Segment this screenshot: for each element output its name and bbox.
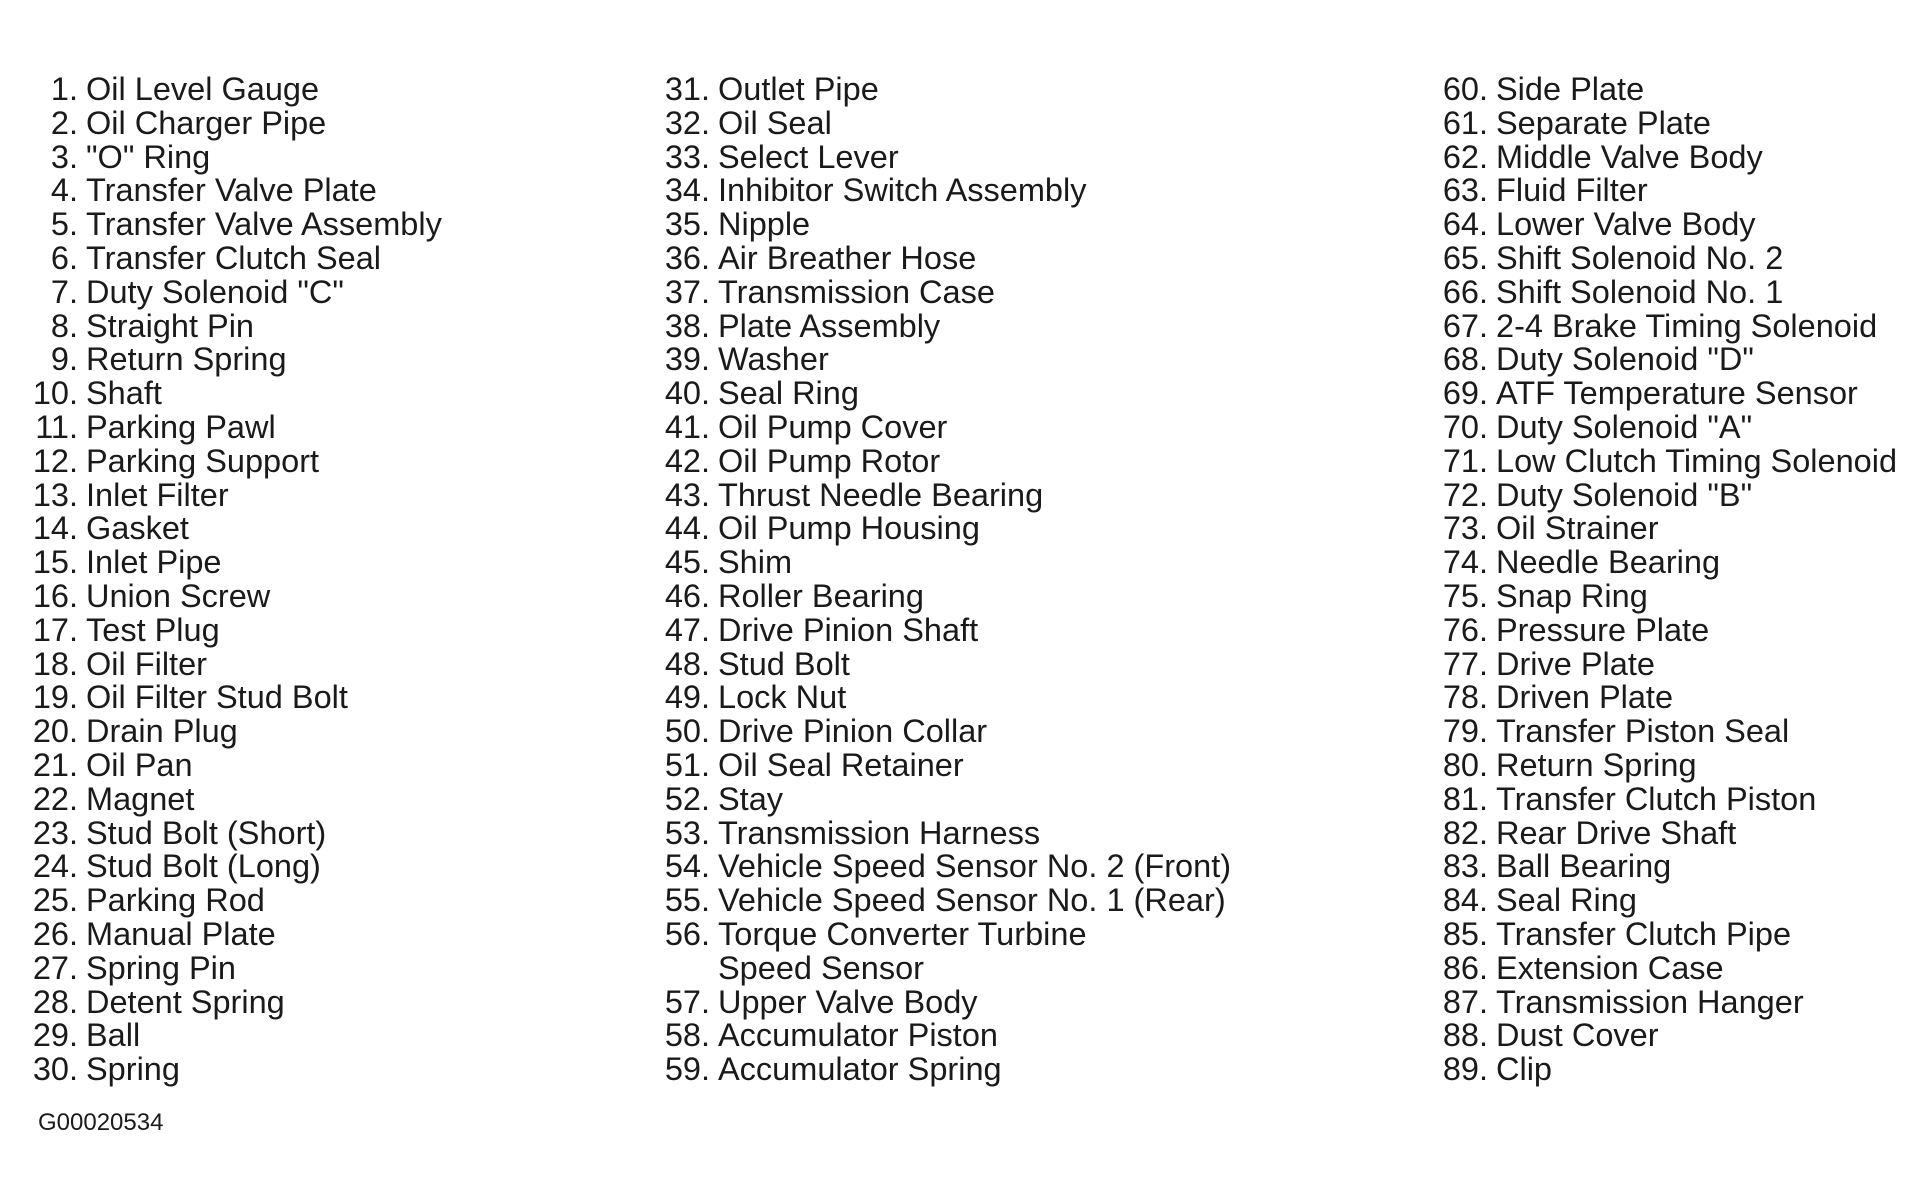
legend-item-number: 72. [1442, 476, 1488, 513]
legend-item [1436, 408, 1897, 445]
legend-item-number: 85. [1442, 915, 1488, 952]
legend-item [30, 546, 442, 580]
parts-legend [0, 73, 1929, 1123]
legend-item-number: 67. [1442, 307, 1488, 344]
legend-item-number: 27. [32, 949, 78, 986]
legend-item [1436, 850, 1897, 884]
legend-item-number: 63. [1442, 172, 1488, 209]
legend-item-label: Middle Valve Body [1496, 138, 1763, 175]
legend-item [660, 780, 1231, 817]
legend-item [1436, 983, 1897, 1020]
legend-item [660, 577, 1231, 614]
legend-item-label: Oil Strainer [1496, 510, 1659, 547]
legend-item-label: Dust Cover [1496, 1017, 1659, 1054]
figure-id: G00020534 [38, 1109, 164, 1136]
legend-item-number: 71. [1442, 442, 1488, 479]
legend-item-label: Oil Level Gauge [86, 71, 320, 107]
legend-item [660, 273, 1231, 310]
legend-item-number: 61. [1442, 104, 1488, 141]
legend-item [1436, 681, 1897, 715]
legend-item [660, 546, 1231, 580]
legend-item-number: 79. [1442, 713, 1488, 750]
legend-item [660, 746, 1231, 783]
legend-item-number: 74. [1442, 544, 1488, 581]
legend-item [660, 850, 1231, 884]
legend-item-label: Drive Plate [1496, 645, 1655, 682]
legend-item-label: Transfer Clutch Seal [86, 239, 382, 276]
legend-item-label: Thrust Needle Bearing [718, 476, 1044, 513]
legend-item-label: Gasket [86, 510, 189, 547]
legend-item-label: Needle Bearing [1496, 544, 1721, 581]
legend-item-number: 64. [1442, 206, 1488, 243]
legend-item-number: 82. [1442, 814, 1488, 851]
legend-item [1436, 138, 1897, 175]
legend-item-label: Shim [718, 544, 793, 581]
legend-item-label: Outlet Pipe [718, 71, 879, 107]
legend-item [30, 174, 442, 208]
legend-item [30, 138, 442, 175]
legend-item-number: 65. [1442, 239, 1488, 276]
legend-item-number: 21. [32, 746, 78, 783]
legend-item [1436, 442, 1898, 479]
legend-item [30, 512, 442, 546]
legend-item-number: 87. [1442, 983, 1488, 1020]
legend-item [30, 850, 442, 884]
legend-item-label: Stud Bolt [718, 645, 850, 682]
legend-item-label: Transfer Valve Plate [86, 172, 377, 209]
legend-item-number: 55. [664, 882, 710, 919]
legend-item [660, 104, 1231, 141]
legend-item-label: Lower Valve Body [1496, 206, 1756, 243]
legend-item-label: Vehicle Speed Sensor No. 1 (Rear) [718, 882, 1226, 919]
legend-item-label: Oil Charger Pipe [86, 104, 327, 141]
legend-item-number: 7. [50, 273, 78, 310]
legend-item-label: Seal Ring [718, 375, 859, 412]
legend-item [30, 884, 442, 918]
legend-column-2 [660, 73, 1231, 1087]
legend-item-number: 31. [664, 71, 710, 107]
legend-item-label: Spring [86, 1051, 180, 1088]
legend-item [1436, 343, 1897, 377]
legend-item [660, 442, 1231, 479]
legend-item-number: 58. [664, 1017, 710, 1054]
legend-item [1436, 915, 1897, 952]
legend-item [660, 884, 1231, 918]
legend-item [1436, 1019, 1897, 1053]
legend-item-number: 44. [664, 510, 710, 547]
legend-item-label: Transfer Clutch Piston [1496, 780, 1817, 817]
legend-item-number: 53. [664, 814, 710, 851]
legend-item [30, 1053, 442, 1087]
legend-item-number: 46. [664, 577, 710, 614]
legend-item [30, 408, 442, 445]
legend-item-label: ATF Temperature Sensor [1496, 375, 1858, 412]
legend-item-label: Transfer Clutch Pipe [1496, 915, 1792, 952]
legend-item-label: Vehicle Speed Sensor No. 2 (Front) [718, 848, 1232, 885]
legend-item [660, 983, 1231, 1020]
legend-item-number: 32. [664, 104, 710, 141]
legend-item-label: Torque Converter Turbine Speed Sensor [718, 915, 1087, 986]
legend-item-number: 6. [50, 239, 78, 276]
legend-item [660, 476, 1231, 513]
legend-item-number: 73. [1442, 510, 1488, 547]
legend-item-number: 60. [1442, 71, 1488, 107]
legend-item-label: Oil Pump Cover [718, 408, 948, 445]
legend-item-number: 68. [1442, 341, 1488, 378]
legend-item-label: Inlet Pipe [86, 544, 222, 581]
legend-item [660, 408, 1231, 445]
legend-item-number: 76. [1442, 611, 1488, 648]
legend-item [1436, 1053, 1897, 1087]
legend-item [660, 1019, 1231, 1053]
legend-item-number: 80. [1442, 746, 1488, 783]
legend-item [30, 343, 442, 377]
legend-item [30, 814, 442, 851]
legend-item-number: 25. [32, 882, 78, 919]
legend-item-label: Drive Pinion Collar [718, 713, 988, 750]
legend-item [1436, 577, 1897, 614]
legend-item-number: 69. [1442, 375, 1488, 412]
legend-item-label: Parking Rod [86, 882, 265, 919]
legend-item [30, 104, 442, 141]
legend-item [1436, 73, 1897, 107]
legend-item-number: 8. [50, 307, 78, 344]
legend-item-label: Drain Plug [86, 713, 238, 750]
legend-item-label: Lock Nut [718, 679, 847, 716]
legend-item-label: Transmission Harness [718, 814, 1041, 851]
legend-item-number: 70. [1442, 408, 1488, 445]
legend-item [660, 611, 1231, 648]
legend-item [1436, 780, 1897, 817]
legend-item-number: 66. [1442, 273, 1488, 310]
legend-item-number: 52. [664, 780, 710, 817]
legend-item-number: 20. [32, 713, 78, 750]
legend-item [660, 343, 1231, 377]
legend-item [30, 983, 442, 1020]
legend-item-number: 18. [32, 645, 78, 682]
legend-column-1 [30, 73, 442, 1087]
legend-item-number: 54. [664, 848, 710, 885]
legend-item-label: Stud Bolt (Long) [86, 848, 321, 885]
legend-item-label: Separate Plate [1496, 104, 1712, 141]
legend-item-label: Shift Solenoid No. 1 [1496, 273, 1784, 310]
legend-item-label: Shaft [86, 375, 162, 412]
legend-item [660, 138, 1231, 175]
legend-item-label: Return Spring [86, 341, 287, 378]
legend-item [660, 715, 1231, 749]
legend-item [1436, 273, 1897, 310]
legend-item-number: 86. [1442, 949, 1488, 986]
legend-item-number: 78. [1442, 679, 1488, 716]
legend-item-label: Extension Case [1496, 949, 1724, 986]
legend-item-number: 56. [664, 915, 710, 952]
legend-item-number: 51. [664, 746, 710, 783]
legend-item-number: 23. [32, 814, 78, 851]
legend-item-label: Fluid Filter [1496, 172, 1648, 209]
legend-item-label: Plate Assembly [718, 307, 941, 344]
legend-item-number: 38. [664, 307, 710, 344]
legend-item [30, 73, 442, 107]
legend-item-number: 49. [664, 679, 710, 716]
legend-item [30, 780, 442, 817]
legend-item [660, 239, 1231, 276]
legend-item [660, 1053, 1231, 1087]
legend-item-label: Side Plate [1496, 71, 1645, 107]
legend-item-number: 41. [664, 408, 710, 445]
legend-item-number: 35. [664, 206, 710, 243]
legend-item-label: Oil Pump Housing [718, 510, 980, 547]
legend-item [1436, 174, 1897, 208]
legend-item [30, 476, 442, 513]
legend-item [30, 611, 442, 648]
legend-item-number: 39. [664, 341, 710, 378]
legend-item-number: 14. [32, 510, 78, 547]
legend-item-number: 26. [32, 915, 78, 952]
legend-item-label: Detent Spring [86, 983, 285, 1020]
legend-item [30, 949, 442, 986]
legend-item [30, 239, 442, 276]
legend-item-label: Spring Pin [86, 949, 236, 986]
legend-item-number: 36. [664, 239, 710, 276]
legend-item [660, 681, 1231, 715]
legend-item-label: Upper Valve Body [718, 983, 978, 1020]
legend-item [1436, 949, 1897, 986]
legend-item-label: Oil Seal [718, 104, 832, 141]
legend-item-label: Oil Pan [86, 746, 193, 783]
legend-item-label: Low Clutch Timing Solenoid [1496, 442, 1898, 479]
legend-item-label: Ball Bearing [1496, 848, 1672, 885]
legend-item [30, 377, 442, 411]
legend-column-3 [1436, 73, 1897, 1087]
legend-item [30, 1019, 442, 1053]
legend-item-label: Oil Filter Stud Bolt [86, 679, 348, 716]
legend-item-number: 89. [1442, 1051, 1488, 1088]
legend-item-label: Transmission Hanger [1496, 983, 1804, 1020]
legend-item [660, 208, 1231, 242]
legend-item-number: 24. [32, 848, 78, 885]
legend-item-label: Stud Bolt (Short) [86, 814, 327, 851]
legend-item [30, 645, 442, 682]
legend-item-number: 42. [664, 442, 710, 479]
legend-item-label: Transfer Piston Seal [1496, 713, 1790, 750]
legend-item-label: Inlet Filter [86, 476, 229, 513]
legend-item-label: Accumulator Spring [718, 1051, 1002, 1088]
legend-item-number: 12. [32, 442, 78, 479]
legend-item [660, 377, 1231, 411]
legend-item-number: 43. [664, 476, 710, 513]
legend-item-number: 9. [50, 341, 78, 378]
legend-item-label: Seal Ring [1496, 882, 1637, 919]
legend-item-label: Pressure Plate [1496, 611, 1710, 648]
legend-item-number: 1. [50, 71, 78, 107]
legend-item [1436, 884, 1897, 918]
legend-item [1436, 512, 1897, 546]
legend-item-label: Shift Solenoid No. 2 [1496, 239, 1784, 276]
legend-item-number: 77. [1442, 645, 1488, 682]
legend-item-number: 57. [664, 983, 710, 1020]
legend-item-number: 5. [50, 206, 78, 243]
legend-item [30, 746, 442, 783]
legend-item-number: 34. [664, 172, 710, 209]
legend-item-label: 2-4 Brake Timing Solenoid [1496, 307, 1878, 344]
legend-item-number: 50. [664, 713, 710, 750]
legend-item-number: 17. [32, 611, 78, 648]
legend-item [660, 174, 1231, 208]
legend-item-label: Nipple [718, 206, 811, 243]
legend-item-label: Ball [86, 1017, 141, 1054]
legend-item-number: 62. [1442, 138, 1488, 175]
legend-item [1436, 546, 1897, 580]
legend-item-label: Driven Plate [1496, 679, 1674, 716]
legend-item-number: 47. [664, 611, 710, 648]
legend-item-label: Oil Filter [86, 645, 207, 682]
legend-item [30, 681, 442, 715]
legend-item-number: 40. [664, 375, 710, 412]
legend-item [1436, 307, 1897, 344]
legend-item [1436, 611, 1897, 648]
legend-item-number: 37. [664, 273, 710, 310]
legend-item [1436, 645, 1897, 682]
legend-item [660, 645, 1231, 682]
legend-item [660, 814, 1231, 851]
legend-item-number: 16. [32, 577, 78, 614]
legend-item-label: Duty Solenoid "B" [1496, 476, 1753, 513]
legend-item-number: 81. [1442, 780, 1488, 817]
legend-item [1436, 814, 1897, 851]
legend-item-label: Oil Seal Retainer [718, 746, 964, 783]
legend-item [30, 915, 442, 952]
legend-item-number: 88. [1442, 1017, 1488, 1054]
legend-item-number: 4. [50, 172, 78, 209]
legend-item-number: 59. [664, 1051, 710, 1088]
legend-item [1436, 377, 1897, 411]
legend-item [1436, 239, 1897, 276]
legend-item-number: 29. [32, 1017, 78, 1054]
legend-item-label: Duty Solenoid "C" [86, 273, 344, 310]
legend-item [660, 512, 1231, 546]
legend-item-number: 30. [32, 1051, 78, 1088]
legend-item-label: Duty Solenoid "A" [1496, 408, 1753, 445]
legend-item-number: 75. [1442, 577, 1488, 614]
legend-item-label: "O" Ring [86, 138, 211, 175]
legend-item-number: 3. [50, 138, 78, 175]
legend-item-label: Manual Plate [86, 915, 276, 952]
legend-item-label: Magnet [86, 780, 195, 817]
legend-item-number: 10. [32, 375, 78, 412]
legend-item-number: 84. [1442, 882, 1488, 919]
legend-item [30, 442, 442, 479]
legend-item [30, 307, 442, 344]
legend-item [660, 73, 1231, 107]
legend-item-number: 28. [32, 983, 78, 1020]
legend-item-label: Transfer Valve Assembly [86, 206, 442, 243]
legend-item-number: 45. [664, 544, 710, 581]
legend-item-number: 48. [664, 645, 710, 682]
legend-item [1436, 208, 1897, 242]
legend-item-number: 13. [32, 476, 78, 513]
legend-item-label: Roller Bearing [718, 577, 924, 614]
legend-item-label: Straight Pin [86, 307, 255, 344]
legend-item-number: 15. [32, 544, 78, 581]
legend-item [30, 273, 442, 310]
legend-item-number: 83. [1442, 848, 1488, 885]
legend-item [1436, 476, 1897, 513]
legend-item-label: Union Screw [86, 577, 271, 614]
legend-item [660, 915, 1231, 986]
legend-item-number: 33. [664, 138, 710, 175]
legend-item [30, 577, 442, 614]
legend-item-label: Washer [718, 341, 829, 378]
legend-item-number: 2. [50, 104, 78, 141]
legend-item-label: Parking Pawl [86, 408, 276, 445]
legend-item [1436, 104, 1897, 141]
legend-item-label: Drive Pinion Shaft [718, 611, 979, 648]
legend-item-label: Duty Solenoid "D" [1496, 341, 1754, 378]
legend-item-number: 11. [35, 408, 78, 445]
legend-item-number: 19. [32, 679, 78, 716]
legend-item-label: Accumulator Piston [718, 1017, 998, 1054]
legend-item [1436, 715, 1897, 749]
legend-item-number: 22. [32, 780, 78, 817]
legend-item [1436, 746, 1897, 783]
legend-item-label: Clip [1496, 1051, 1552, 1088]
legend-item-label: Transmission Case [718, 273, 995, 310]
legend-item-label: Return Spring [1496, 746, 1697, 783]
legend-item [30, 715, 442, 749]
legend-item-label: Rear Drive Shaft [1496, 814, 1737, 851]
legend-item-label: Test Plug [86, 611, 220, 648]
legend-item-label: Stay [718, 780, 784, 817]
legend-item-label: Air Breather Hose [718, 239, 977, 276]
legend-item-label: Snap Ring [1496, 577, 1648, 614]
legend-item [30, 208, 442, 242]
legend-item-label: Oil Pump Rotor [718, 442, 941, 479]
legend-item-label: Parking Support [86, 442, 320, 479]
legend-item [660, 307, 1231, 344]
legend-item-label: Inhibitor Switch Assembly [718, 172, 1087, 209]
legend-item-label: Select Lever [718, 138, 899, 175]
